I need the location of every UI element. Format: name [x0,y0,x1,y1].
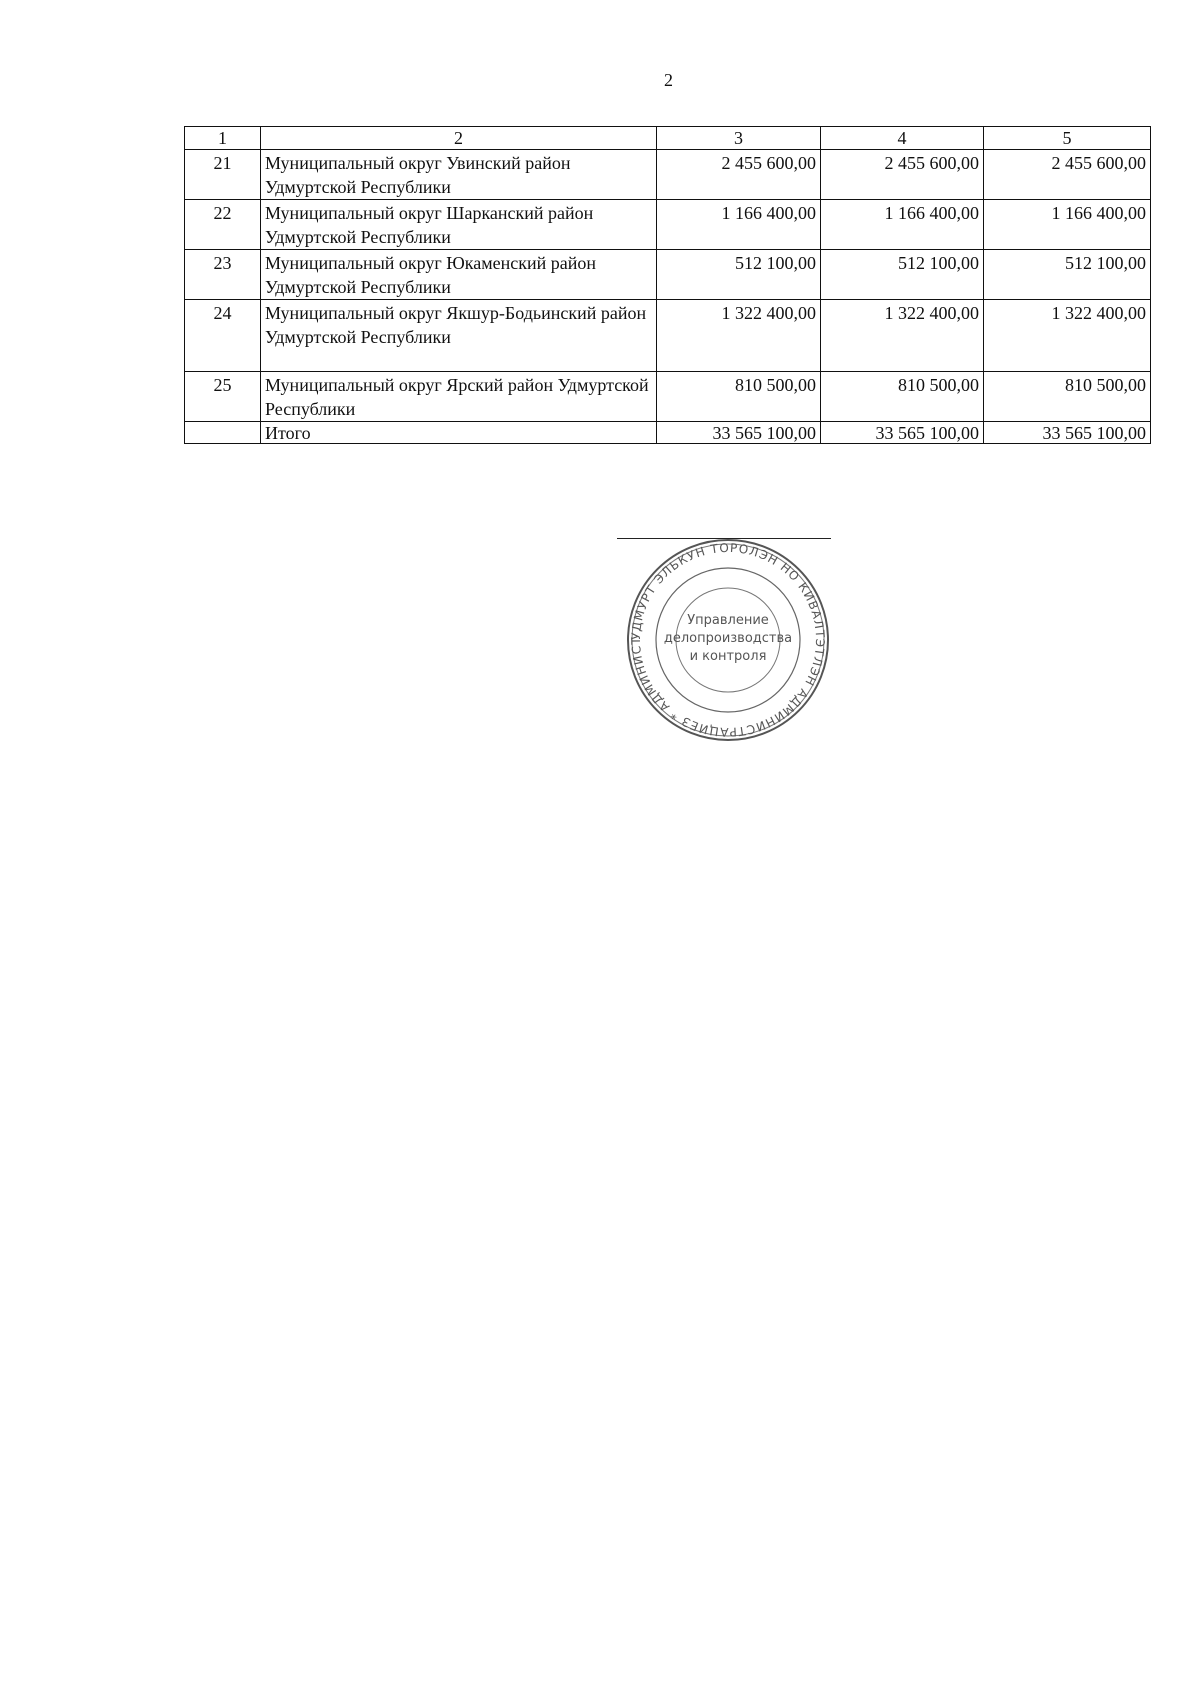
total-row [185,422,1151,444]
amount-col-3: 1 166 400,00 [657,200,821,250]
total-col-3: 33 565 100,00 [657,422,821,444]
row-number: 21 [185,150,261,200]
table-header-row [185,127,1151,150]
total-col-4: 33 565 100,00 [821,422,984,444]
total-empty-cell [185,422,261,444]
amount-col-4: 2 455 600,00 [821,150,984,200]
municipality-name: Муниципальный округ Увинский район Удмуртской Республики [261,150,657,200]
table-row [185,200,1151,250]
municipality-name: Муниципальный округ Юкаменский район Удмуртской Республики [261,250,657,300]
amount-col-4: 512 100,00 [821,250,984,300]
seal-center-line-2: делопроизводства [663,631,793,646]
seal-icon [620,536,836,744]
seal-center-line-3: и контроля [689,649,767,664]
allocation-table [184,126,1151,444]
municipality-name: Муниципальный округ Шарканский район Удмуртской Республики [261,200,657,250]
page-number: 2 [664,70,673,90]
row-number: 24 [185,300,261,372]
amount-col-3: 1 322 400,00 [657,300,821,372]
amount-col-5: 2 455 600,00 [984,150,1151,200]
amount-col-3: 810 500,00 [657,372,821,422]
row-number: 22 [185,200,261,250]
amount-col-5: 810 500,00 [984,372,1151,422]
official-seal [620,536,836,744]
header-col-1: 1 [185,127,261,150]
header-col-3: 3 [657,127,821,150]
amount-col-5: 512 100,00 [984,250,1151,300]
header-col-5: 5 [984,127,1151,150]
amount-col-5: 1 166 400,00 [984,200,1151,250]
amount-col-3: 512 100,00 [657,250,821,300]
header-col-2: 2 [261,127,657,150]
header-col-4: 4 [821,127,984,150]
table-row [185,250,1151,300]
amount-col-4: 1 166 400,00 [821,200,984,250]
amount-col-4: 810 500,00 [821,372,984,422]
seal-outer-text: УДМУРТ ЭЛЬКУН ТОРОЛЭН НО КИВАЛТЭТЛЭН АДМИНИСТРАЦИЕЗ * АДМИНИСТ [628,540,828,740]
municipality-name: Муниципальный округ Якшур-Бодьинский район Удмуртской Республики [261,300,657,372]
row-number: 23 [185,250,261,300]
total-col-5: 33 565 100,00 [984,422,1151,444]
row-number: 25 [185,372,261,422]
table-row [185,372,1151,422]
table-row [185,300,1151,372]
total-label: Итого [261,422,657,444]
table-row [185,150,1151,200]
seal-center-line-1: Управление [687,613,769,628]
amount-col-3: 2 455 600,00 [657,150,821,200]
amount-col-4: 1 322 400,00 [821,300,984,372]
amount-col-5: 1 322 400,00 [984,300,1151,372]
municipality-name: Муниципальный округ Ярский район Удмуртской Республики [261,372,657,422]
